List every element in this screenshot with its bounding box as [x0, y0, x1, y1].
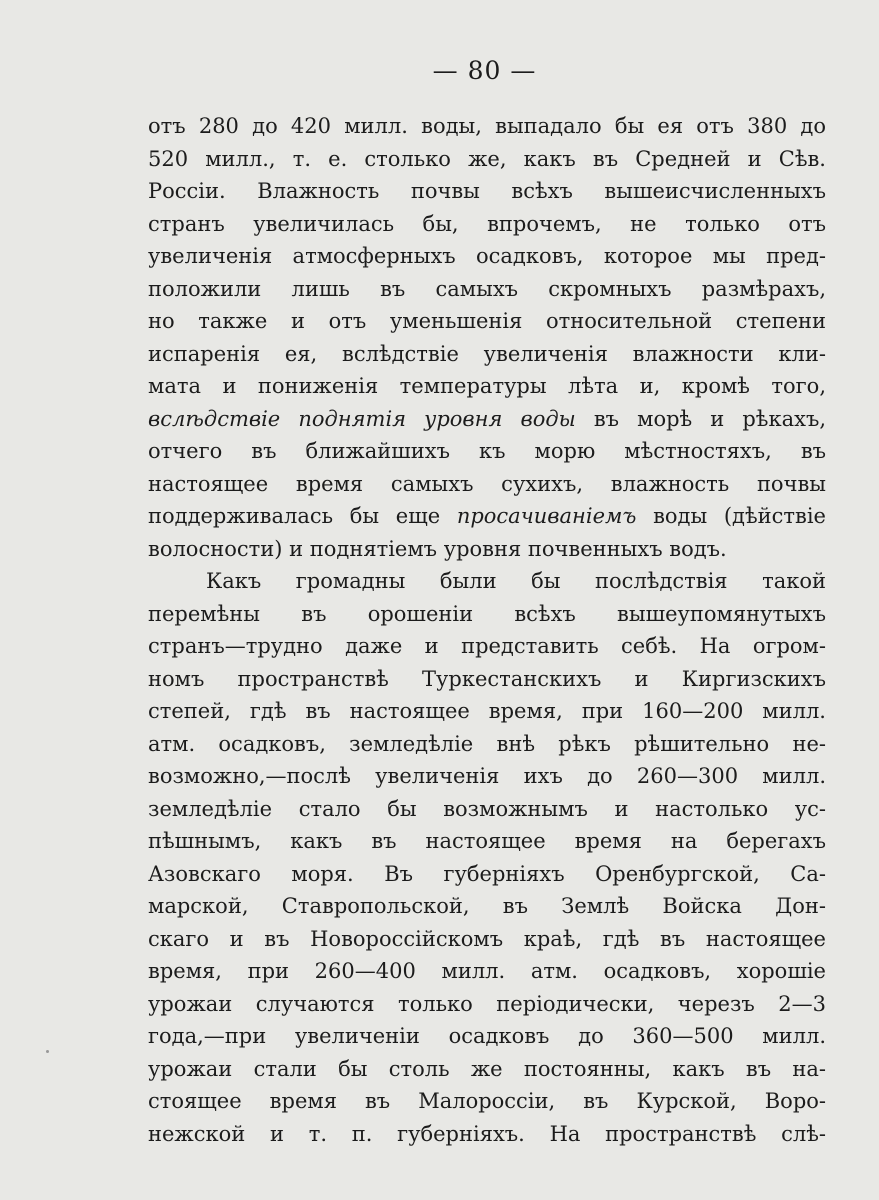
text-line: стоящее время въ Малороссіи, въ Курской, Воро- — [148, 1089, 826, 1113]
text-line: Россіи. Влажность почвы всѣхъ вышеисчисленныхъ — [148, 179, 826, 203]
text-line: пѣшнымъ, какъ въ настоящее время на берегахъ — [148, 829, 826, 853]
text-fragment: воды (дѣйствіе — [636, 504, 826, 528]
text-line: волосности) и поднятіемъ уровня почвенныхъ водъ. — [148, 536, 727, 561]
text-line: отчего въ ближайшихъ къ морю мѣстностяхъ, въ — [148, 439, 826, 463]
text-line: увеличенія атмосферныхъ осадковъ, которое мы пред- — [148, 244, 826, 268]
text-line: Азовскаго моря. Въ губерніяхъ Оренбургской, Са- — [148, 861, 826, 886]
text-line: странъ увеличилась бы, впрочемъ, не только отъ — [148, 211, 826, 236]
text-line-italic — [148, 500, 826, 533]
italic-phrase: вслѣдствіе поднятія уровня воды — [148, 406, 576, 431]
text-line: степей, гдѣ въ настоящее время, при 160—200 милл. — [148, 699, 826, 723]
text-line: номъ пространствѣ Туркестанскихъ и Киргизскихъ — [148, 666, 826, 691]
text-line: положили лишь въ самыхъ скромныхъ размѣрахъ, — [148, 276, 826, 301]
text-line-italic — [148, 403, 826, 436]
text-fragment: поддерживалась бы еще — [148, 504, 457, 528]
text-line: мата и пониженія температуры лѣта и, кромѣ того, — [148, 374, 826, 398]
text-fragment: въ морѣ и рѣкахъ, — [575, 406, 826, 431]
text-line: странъ—трудно даже и представить себѣ. На огром- — [148, 634, 826, 658]
text-line: марской, Ставропольской, въ Землѣ Войска Дон- — [148, 894, 826, 918]
italic-word: просачиваніемъ — [456, 504, 637, 528]
text-line: урожаи случаются только періодически, черезъ 2—3 — [148, 991, 826, 1016]
text-line: 520 милл., т. е. столько же, какъ въ Средней и Сѣв. — [148, 146, 826, 171]
text-line: урожаи стали бы столь же постоянны, какъ въ на- — [148, 1056, 826, 1081]
text-line: года,—при увеличеніи осадковъ до 360—500 милл. — [148, 1024, 826, 1048]
text-line: возможно,—послѣ увеличенія ихъ до 260—300 милл. — [148, 764, 826, 788]
text-line: испаренія ея, вслѣдствіе увеличенія влажности кли- — [148, 341, 826, 366]
text-line: скаго и въ Новороссійскомъ краѣ, гдѣ въ настоящее — [148, 926, 826, 951]
text-line: отъ 280 до 420 милл. воды, выпадало бы ея отъ 380 до — [148, 114, 826, 138]
paragraph-start: Какъ громадны были бы послѣдствія такой — [206, 569, 826, 593]
text-line: но также и отъ уменьшенія относительной степени — [148, 309, 826, 333]
text-line: земледѣліе стало бы возможнымъ и настолько ус- — [148, 796, 826, 821]
text-line: нежской и т. п. губерніяхъ. На пространствѣ слѣ- — [148, 1121, 826, 1146]
margin-speck — [46, 1050, 49, 1053]
text-line: время, при 260—400 милл. атм. осадковъ, хорошіе — [148, 959, 826, 983]
text-line: настоящее время самыхъ сухихъ, влажность почвы — [148, 471, 826, 496]
text-line: перемѣны въ орошеніи всѣхъ вышеупомянутыхъ — [148, 601, 826, 626]
page-number: — 80 — — [432, 56, 537, 85]
text-line: атм. осадковъ, земледѣліе внѣ рѣкъ рѣшительно не- — [148, 731, 826, 756]
body-text — [148, 110, 826, 1150]
